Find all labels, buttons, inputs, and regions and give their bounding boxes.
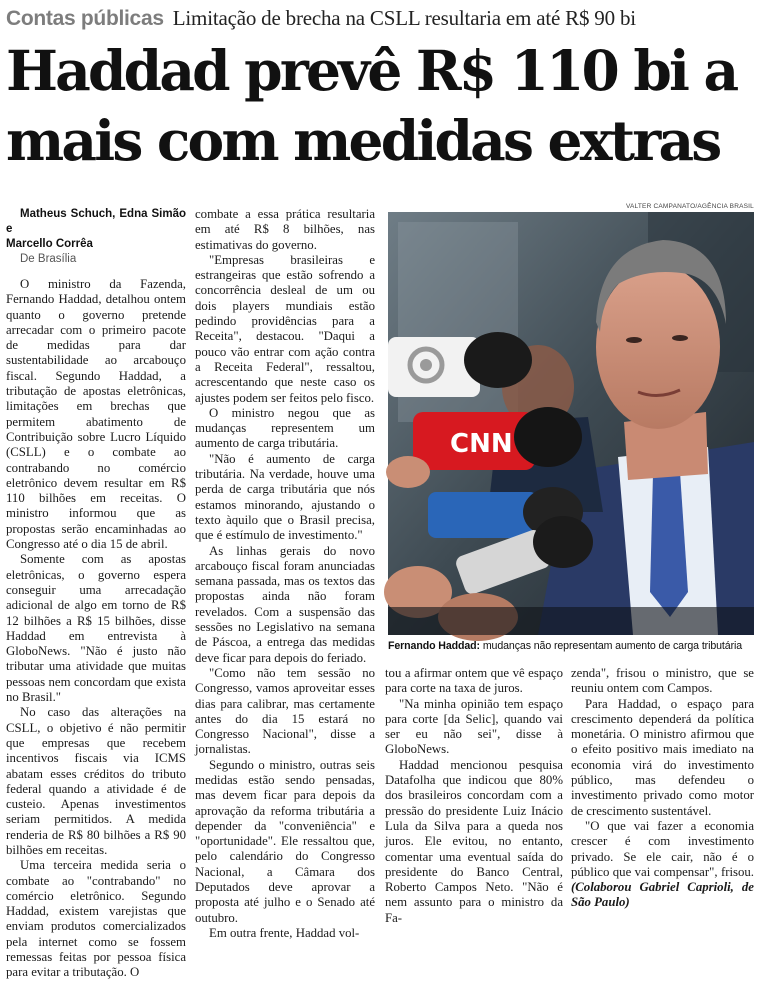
photo-caption — [388, 640, 754, 656]
article-column-3 — [385, 666, 563, 925]
byline-authors: Matheus Schuch, Edna Simão e Marcello Corrêa — [6, 208, 186, 250]
headline — [6, 36, 756, 186]
paragraph: O ministro da Fazenda, Fernando Haddad, detalhou ontem quanto o governo pretende arrecadar com o primeiro pacote de medidas para dar sustentabilidade ao arcabouço fiscal. Segundo Haddad, a tributação de apostas eletrônicas, limitações em brechas que permitem abatimento de Contribuição sobre Lucro Líquido (CSLL) e o combate ao contrabando no comércio eletrônico devem resultar em R$ 110 bilhões em receitas. O ministro informou que as propostas serão encaminhadas ao Congresso até o dia 15 de abril. — [6, 277, 186, 552]
paragraph: O ministro negou que as mudanças representem um aumento de carga tributária. — [195, 405, 375, 451]
caption-name: Fernando Haddad: — [388, 640, 480, 652]
paragraph — [571, 819, 754, 911]
paragraph: Para Haddad, o espaço para crescimento dependerá da política monetária. O ministro afirmou que o efeito positivo mais imediato na economia virá do investimento público, mas defendeu o investimento privado como motor de crescimento sustentável. — [571, 696, 754, 818]
headline-line-2: mais com medidas extras — [6, 108, 720, 173]
svg-text:CNN: CNN — [450, 429, 513, 459]
news-photo — [388, 212, 754, 635]
paragraph: "Empresas brasileiras e estrangeiras que estão sofrendo a concorrência desleal de um ou dois players mundiais estão pedindo providências para a Receita", destacou. "Daqui a pouco vão entrar com ação contra a Receita Federal", ressaltou, acrescentando que neste caso os ajustes podem ser feitos pelo fisco. — [195, 252, 375, 405]
photo-credit: VALTER CAMPANATO/AGÊNCIA BRASIL — [625, 203, 754, 210]
photo-illustration — [388, 212, 754, 635]
article-column-2 — [195, 207, 375, 940]
paragraph: combate a essa prática resultaria em até R$ 8 bilhões, nas estimativas do governo. — [195, 207, 375, 252]
paragraph: Em outra frente, Haddad vol- — [209, 925, 360, 940]
paragraph: Somente com as apostas eletrônicas, o governo espera conseguir uma arrecadação adicional de algo em torno de R$ 12 bilhões a R$ 15 bilhões, disse Haddad em entrevista à GloboNews. "Não é justo não tributar uma atividade que muitas pessoas nem concordam que exista no Brasil." — [6, 552, 186, 705]
contributor-credit: (Colaborou Gabriel Caprioli, de São Paulo) — [571, 880, 754, 910]
article-column-4 — [571, 666, 754, 910]
closing-quote: "O que vai fazer a economia crescer é com investimento privado. Se ele cair, não é o público que vai compensar", frisou. — [571, 818, 754, 879]
article-column-1 — [6, 207, 186, 980]
paragraph: As linhas gerais do novo arcabouço fiscal foram anunciadas semana passada, mas os textos das propostas ainda não foram revelados. Com a suspensão das sessões no Legislativo na semana de Páscoa, a entrega das medidas deve ficar para depois do feriado. — [195, 543, 375, 665]
section-label: Contas públicas — [6, 7, 164, 30]
paragraph: "Não é aumento de carga tributária. Na verdade, houve uma perda de carga tributária que nós estamos minorando, ajustando o texto àquilo que o Brasil precisa, que é estímulo de investimento." — [195, 451, 375, 543]
caption-text: mudanças não representam aumento de carga tributária — [482, 640, 743, 652]
paragraph: zenda", frisou o ministro, que se reuniu ontem com Campos. — [571, 666, 754, 696]
paragraph: No caso das alterações na CSLL, o objetivo é não permitir que empresas que recebem incentivos fiscais via ICMS abatam esses créditos do tributo federal quando a atividade é de custeio. Apenas investimentos seriam permitidos. A medida renderia de R$ 80 bilhões a R$ 90 bilhões em receitas. — [6, 705, 186, 857]
blue-mic — [428, 492, 538, 538]
paragraph: "Como não tem sessão no Congresso, vamos aproveitar esses dias para calibrar, mas certamente antes do dia 15 estará no Congresso Nacional", disse a jornalistas. — [195, 665, 375, 757]
paragraph: Segundo o ministro, outras seis medidas estão sendo pensadas, mas devem ficar para depois da aprovação da reforma tributária a depender da "conveniência" e "oportunidade". Ele ressaltou que, pelo calendário do Congresso Nacional, a Câmara dos Deputados deve aprovar a proposta até julho e o Senado até outubro. — [195, 757, 375, 925]
paragraph: "Na minha opinião tem espaço para corte [da Selic], quando vai ser eu não sei", disse à GloboNews. — [385, 696, 563, 757]
kicker-subhead: Limitação de brecha na CSLL resultaria em até R$ 90 bi — [172, 6, 636, 30]
face — [596, 265, 720, 429]
headline-line-1: Haddad prevê R$ 110 bi a — [6, 38, 737, 103]
paragraph: Haddad mencionou pesquisa Datafolha que indicou que 80% dos brasileiros concordam com a pressão do presidente Luiz Inácio Lula da Silva para a queda nos juros. Ele evitou, no entanto, comentar uma eventual saída do presidente do Banco Central, Roberto Campos Neto. "Não é nem assunto para o ministro da Fa- — [385, 757, 563, 925]
paragraph: Uma terceira medida seria o combate ao "contrabando" no comércio eletrônico. Segundo Haddad, existem varejistas que enviam produtos comercializados pela internet como se fossem remessas feitas por pessoa física para evitar a tributação. O — [6, 858, 186, 980]
dateline: De Brasília — [20, 253, 77, 265]
paragraph: tou a afirmar ontem que vê espaço para corte na taxa de juros. — [385, 666, 563, 696]
kicker — [6, 6, 754, 36]
